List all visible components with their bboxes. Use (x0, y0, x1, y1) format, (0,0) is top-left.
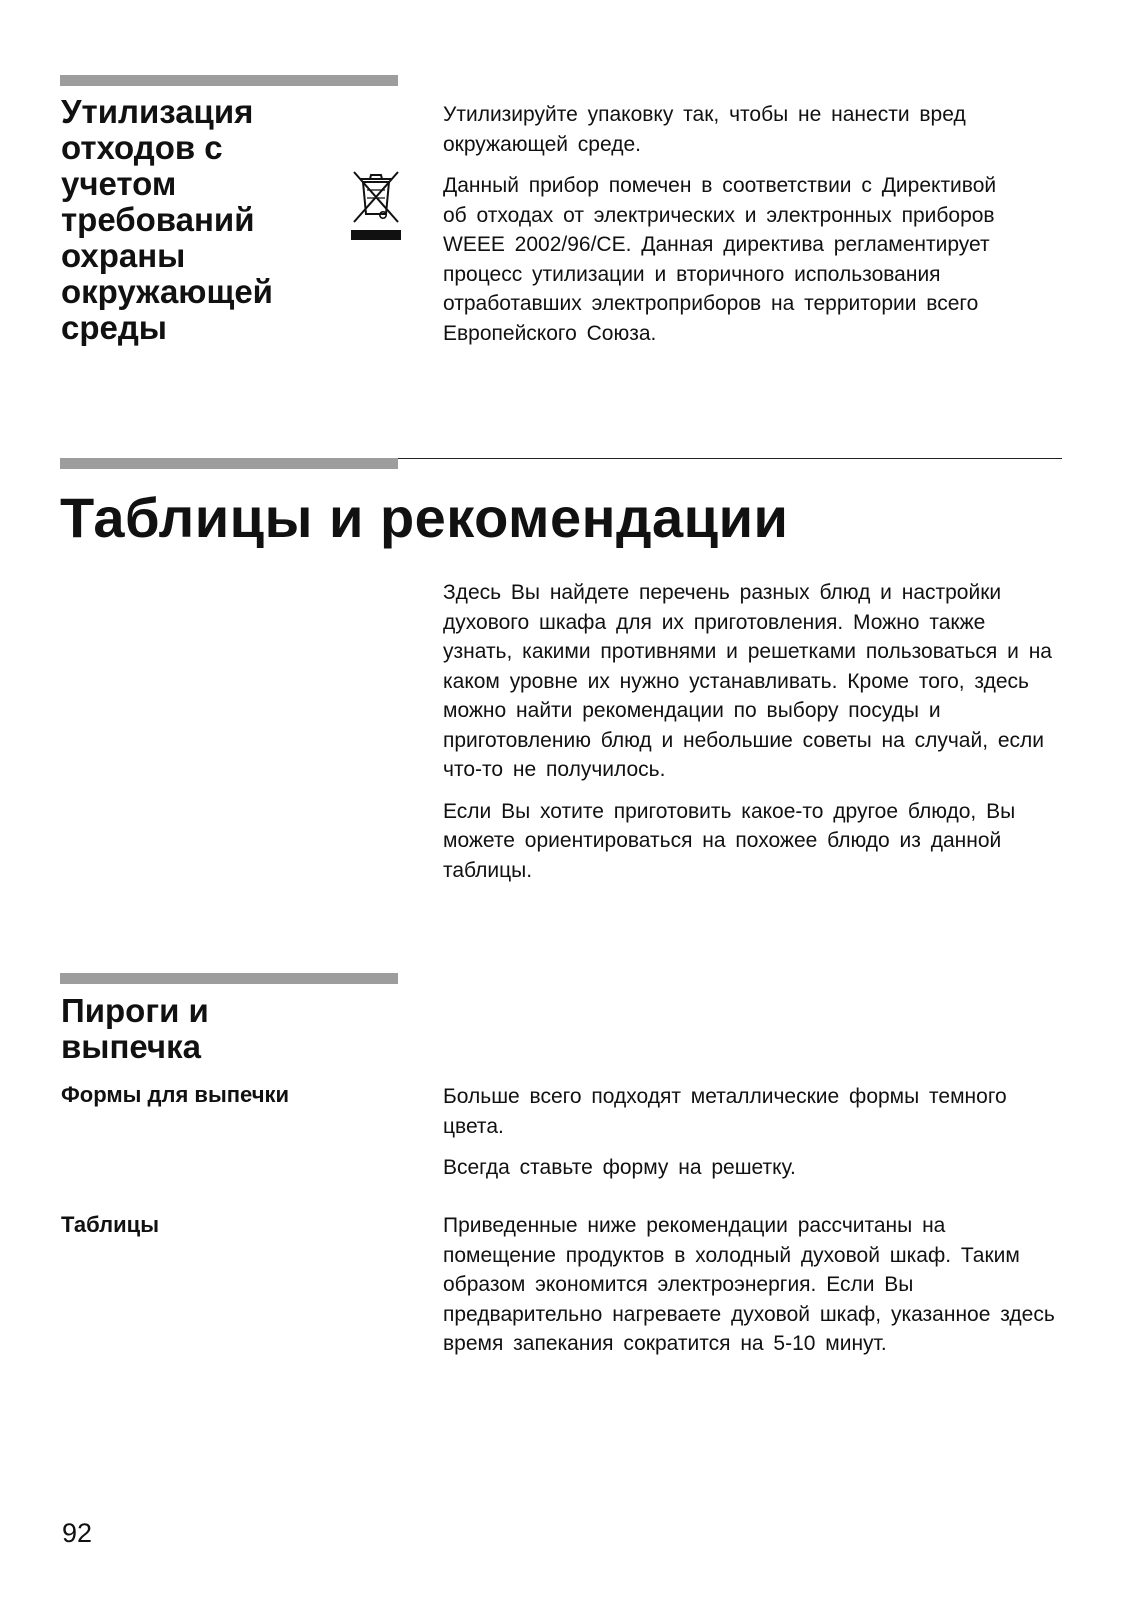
chapter-paragraph-2: Если Вы хотите приготовить какое-то другое блюдо, Вы можете ориентироваться на похожее блюдо из данной таблицы. (443, 799, 1016, 882)
chapter-intro (443, 578, 1063, 885)
baking-forms-paragraph-1: Больше всего подходят металлические формы темного цвета. (443, 1085, 1007, 1138)
section-bar (60, 75, 398, 86)
weee-section-title: Утилизация отходов с учетом требований охраны окружающей среды (61, 93, 273, 346)
baking-forms-heading: Формы для выпечки (61, 1082, 290, 1107)
tables-heading: Таблицы (61, 1212, 159, 1237)
crossed-out-wheelie-bin-icon (350, 168, 402, 246)
weee-paragraph-2: Данный прибор помечен в соответствии с Директивой об отходах от электрических и электронных приборов WEEE 2002/96/CE. Данная директива регламентирует процесс утилизации и вторичного использования отработавших электроприборов на территории всего Европейского Союза. (443, 174, 997, 345)
chapter-paragraph-1: Здесь Вы найдете перечень разных блюд и настройки духового шкафа для их приготовления. Можно также узнать, какими противнями и решетками пользоваться и на каком уровне их нужно устанавливать. Кроме того, здесь можно найти рекомендации по выбору посуды и приготовлению блюд и небольшие советы на случай, если что-то не получилось. (443, 581, 1052, 781)
weee-paragraph-1: Утилизируйте упаковку так, чтобы не нанести вред окружающей среде. (443, 103, 966, 156)
baking-forms-paragraph-2: Всегда ставьте форму на решетку. (443, 1156, 796, 1179)
weee-section-body (443, 100, 1013, 348)
baking-forms-body (443, 1082, 1043, 1183)
tables-paragraph-1: Приведенные ниже рекомендации рассчитаны на помещение продуктов в холодный духовой шкаф. Таким образом экономится электроэнергия. Если Вы предварительно нагреваете духовой шкаф, указанное здесь время запекания сократится на 5-10 минут. (443, 1214, 1055, 1355)
chapter-title: Таблицы и рекомендации (60, 486, 789, 549)
page-number: 92 (62, 1518, 93, 1548)
section-bar (60, 973, 398, 984)
tables-body (443, 1211, 1063, 1359)
chapter-bar (60, 458, 398, 469)
chapter-rule (398, 458, 1062, 459)
cakes-section-title: Пироги и выпечка (61, 992, 209, 1065)
